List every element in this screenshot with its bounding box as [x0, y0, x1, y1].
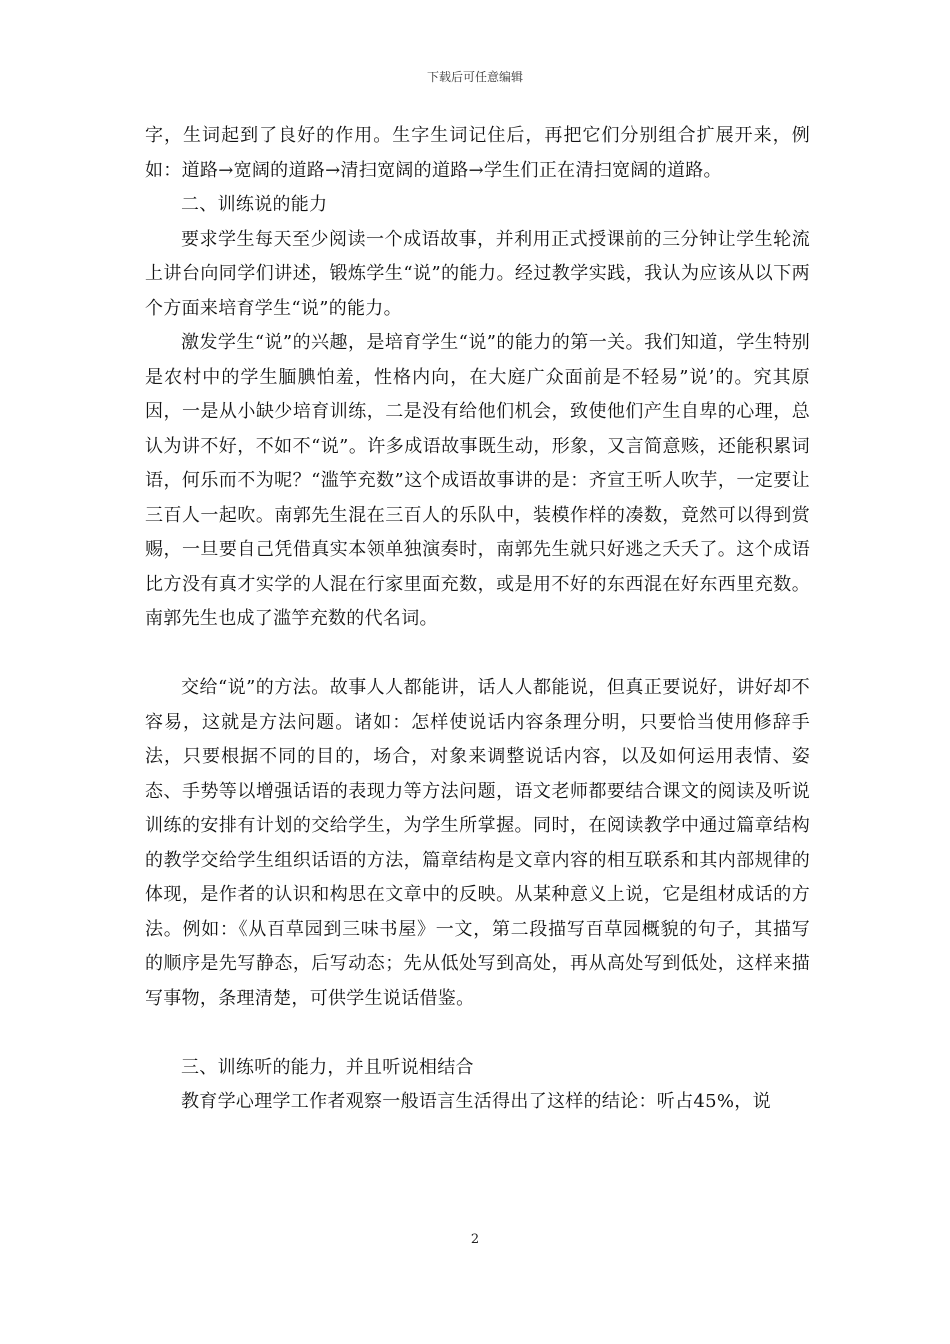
paragraph-gap: [145, 1016, 810, 1051]
paragraph-speaking-interest: 激发学生“说”的兴趣，是培育学生“说”的能力的第一关。我们知道，学生特别是农村中的学生腼腆怕羞，性格内向，在大庭广众面前是不轻易”说’的。究其原因，一是从小缺少培育训练，二是没有给他们机会，致使他们产生自卑的心理，总认为讲不好，不如不“说”。许多成语故事既生动，形象，又言简意赅，还能积累词语，何乐而不为呢？“滥竽充数”这个成语故事讲的是：齐宣王听人吹芋，一定要让三百人一起吹。南郭先生混在三百人的乐队中，装模作样的凑数，竟然可以得到赏赐，一旦要自己凭借真实本领单独演奏时，南郭先生就只好逃之夭夭了。这个成语比方没有真才实学的人混在行家里面充数，或是用不好的东西混在好东西里充数。南郭先生也成了滥竽充数的代名词。: [145, 332, 810, 629]
paragraph-listening-intro: 教育学心理学工作者观察一般语言生活得出了这样的结论：听占45%，说: [181, 1091, 771, 1112]
paragraph-speaking-method: 交给“说”的方法。故事人人都能讲，话人人都能说，但真正要说好，讲好却不容易，这就是方法问题。诸如：怎样使说话内容条理分明，只要恰当使用修辞手法，只要根据不同的目的，场合，对象来调整说话内容，以及如何运用表情、姿态、手势等以增强话语的表现力等方法问题，语文老师都要结合课文的阅读及听说训练的安排有计划的交给学生，为学生所掌握。同时，在阅读教学中通过篇章结构的教学交给学生组织话语的方法，篇章结构是文章内容的相互联系和其内部规律的体现，是作者的认识和构思在文章中的反映。从某种意义上说，它是组材成话的方法。例如：《从百草园到三味书屋》一文，第二段描写百草园概貌的句子，其描写的顺序是先写静态，后写动态；先从低处写到高处，再从高处写到低处，这样来描写事物，条理清楚，可供学生说话借鉴。: [145, 677, 810, 1009]
section-heading-listening: 三、训练听的能力，并且听说相结合: [181, 1056, 474, 1078]
paragraph-speaking-intro: 要求学生每天至少阅读一个成语故事，并利用正式授课前的三分钟让学生轮流上讲台向同学们讲述，锻炼学生“说”的能力。经过教学实践，我认为应该从以下两个方面来培育学生“说”的能力。: [145, 228, 810, 319]
document-body: [145, 119, 810, 1120]
page-number: 2: [470, 1232, 480, 1247]
paragraph-gap: [145, 637, 810, 672]
section-heading-speaking: 二、训练说的能力: [181, 194, 328, 215]
page-header: 下载后可任意编辑: [426, 70, 523, 84]
paragraph-continuation: 字，生词起到了良好的作用。生字生词记住后，再把它们分别组合扩展开来，例如：道路→宽阔的道路→清扫宽阔的道路→学生们正在清扫宽阔的道路。: [145, 125, 810, 181]
